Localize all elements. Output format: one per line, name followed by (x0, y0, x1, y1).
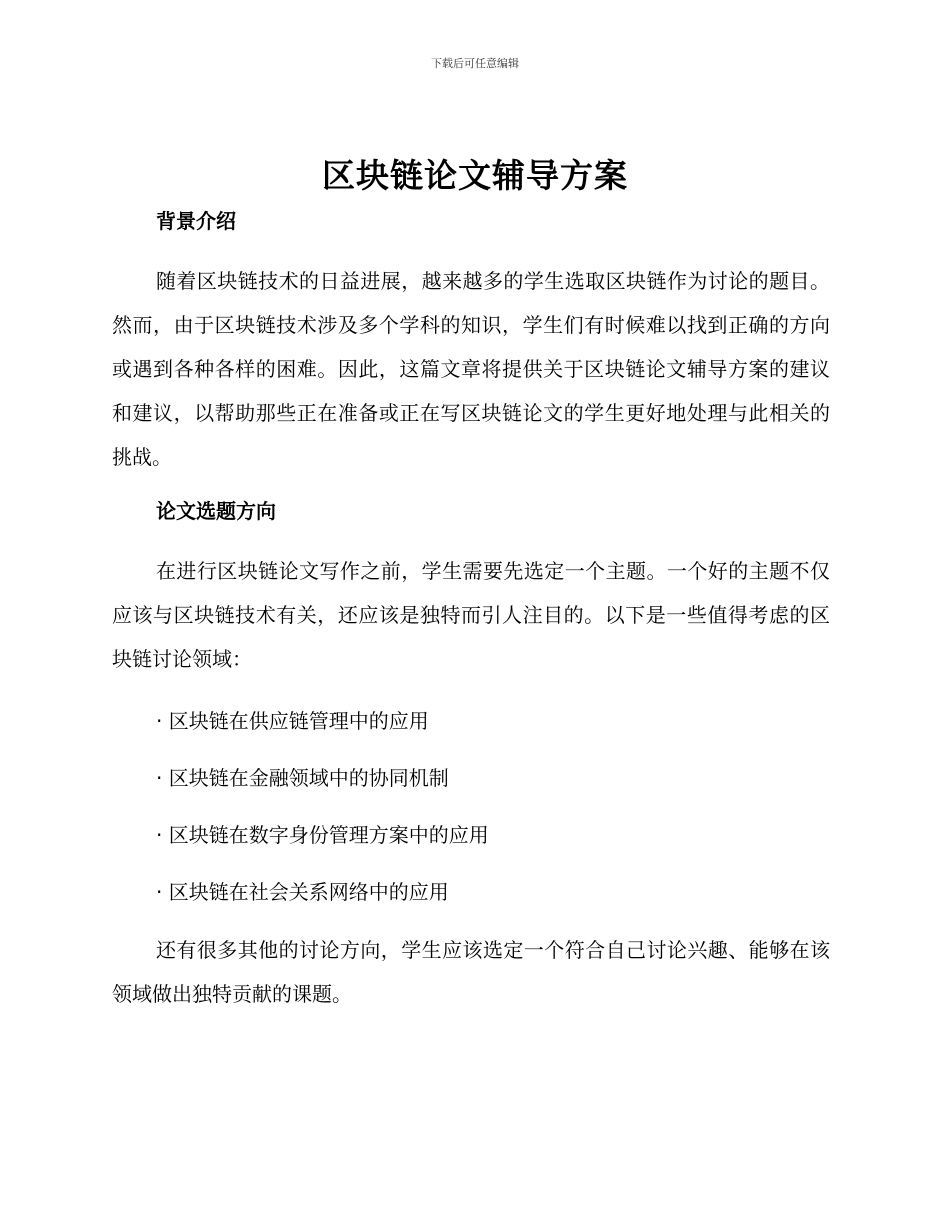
topics-outro-paragraph: 还有很多其他的讨论方向，学生应该选定一个符合自己讨论兴趣、能够在该领域做出独特贡献的课题。 (112, 938, 830, 1006)
background-paragraph: 随着区块链技术的日益进展，越来越多的学生选取区块链作为讨论的题目。然而，由于区块链技术涉及多个学科的知识，学生们有时候难以找到正确的方向或遇到各种各样的困难。因此，这篇文章将提供关于区块链论文辅导方案的建议和建议，以帮助那些正在准备或正在写区块链论文的学生更好地处理与此相关的挑战。 (112, 269, 830, 469)
header-note: 下载后可任意编辑 (431, 57, 519, 70)
section-heading-background: 背景介绍 (156, 209, 236, 233)
document-body (112, 203, 830, 1016)
topic-bullet-item: · 区块链在金融领域中的协同机制 (156, 766, 449, 790)
document-title: 区块链论文辅导方案 (322, 156, 628, 195)
topic-bullet-item: · 区块链在社会关系网络中的应用 (156, 880, 449, 904)
topic-bullet-item: · 区块链在数字身份管理方案中的应用 (156, 823, 489, 847)
topic-bullet-item: · 区块链在供应链管理中的应用 (156, 709, 429, 733)
section-heading-topics: 论文选题方向 (156, 499, 276, 523)
topics-intro-paragraph: 在进行区块链论文写作之前，学生需要先选定一个主题。一个好的主题不仅应该与区块链技术有关，还应该是独特而引人注目的。以下是一些值得考虑的区块链讨论领域： (112, 559, 830, 671)
